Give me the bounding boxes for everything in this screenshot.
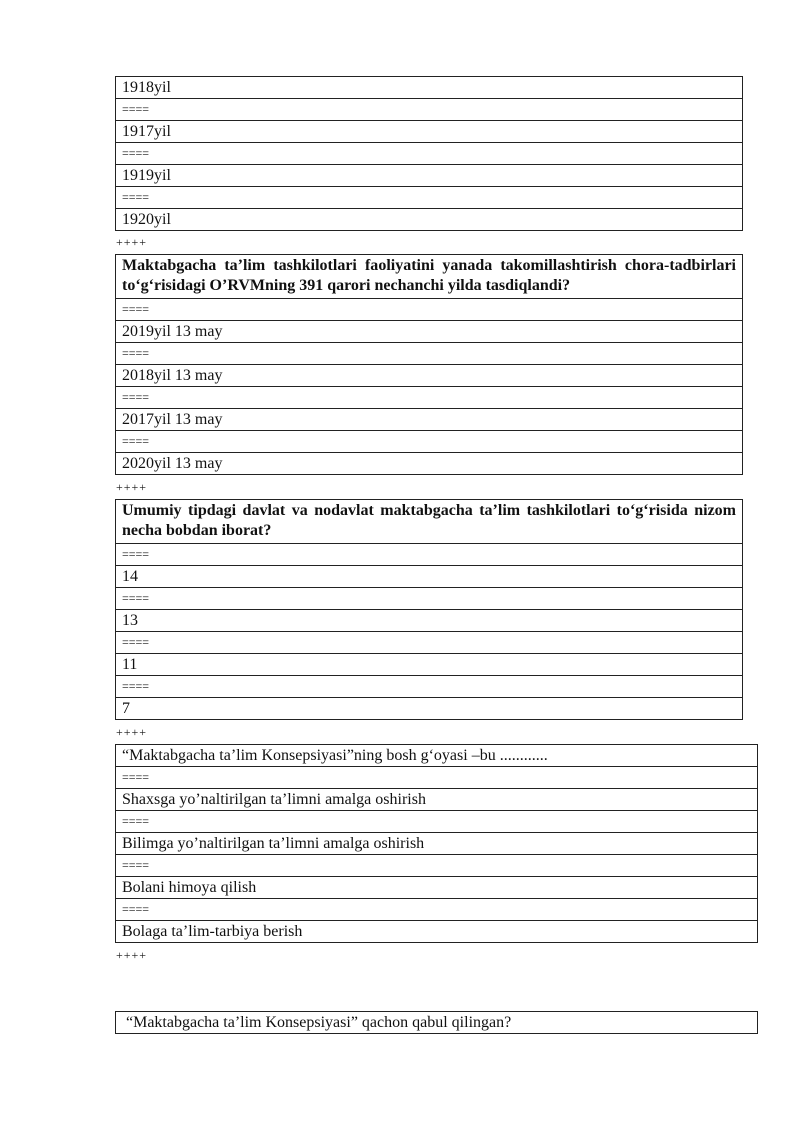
- question-separator: ++++: [116, 235, 148, 249]
- answer-option: 2018yil 13 may: [116, 365, 743, 387]
- answer-option: 11: [116, 654, 743, 676]
- question-block-5: [115, 1011, 758, 1034]
- question-block-1: [115, 76, 743, 231]
- answer-option: Bilimga yo’naltirilgan ta’limni amalga oshirish: [116, 833, 758, 855]
- option-separator: ====: [116, 811, 758, 833]
- answer-option: 1920yil: [116, 209, 743, 231]
- answer-option: 7: [116, 698, 743, 720]
- answer-option: 1919yil: [116, 165, 743, 187]
- option-separator: ====: [116, 676, 743, 698]
- question-table: [115, 499, 743, 720]
- question-separator: ++++: [116, 948, 148, 962]
- question-text: “Maktabgacha ta’lim Konsepsiyasi”ning bosh g‘oyasi –bu ............: [116, 745, 758, 767]
- answer-option: 2020yil 13 may: [116, 453, 743, 475]
- option-separator: ====: [116, 299, 743, 321]
- option-separator: ====: [116, 855, 758, 877]
- question-block-4: [115, 744, 758, 943]
- question-text: Maktabgacha ta’lim tashkilotlari faoliyatini yanada takomillashtirish chora-tadbirlari to‘g‘risidagi O’RVMning 391 qarori nechanchi yilda tasdiqlandi?: [116, 255, 743, 299]
- answer-option: 1918yil: [116, 77, 743, 99]
- answer-option: Bolaga ta’lim-tarbiya berish: [116, 921, 758, 943]
- answer-option: 14: [116, 566, 743, 588]
- option-separator: ====: [116, 143, 743, 165]
- question-block-2: [115, 254, 743, 475]
- answer-option: Bolani himoya qilish: [116, 877, 758, 899]
- question-table: [115, 1011, 758, 1034]
- question-text: Umumiy tipdagi davlat va nodavlat maktabgacha ta’lim tashkilotlari to‘g‘risida nizom necha bobdan iborat?: [116, 500, 743, 544]
- option-separator: ====: [116, 588, 743, 610]
- option-separator: ====: [116, 544, 743, 566]
- question-table: [115, 254, 743, 475]
- question-separator: ++++: [116, 725, 148, 739]
- answer-option: 1917yil: [116, 121, 743, 143]
- question-text: “Maktabgacha ta’lim Konsepsiyasi” qachon qabul qilingan?: [116, 1012, 758, 1034]
- option-separator: ====: [116, 187, 743, 209]
- question-block-3: [115, 499, 743, 720]
- answer-option: 13: [116, 610, 743, 632]
- answer-option: 2019yil 13 may: [116, 321, 743, 343]
- question-table: [115, 744, 758, 943]
- option-separator: ====: [116, 387, 743, 409]
- answer-table: [115, 76, 743, 231]
- answer-option: Shaxsga yo’naltirilgan ta’limni amalga oshirish: [116, 789, 758, 811]
- question-separator: ++++: [116, 480, 148, 494]
- answer-option: 2017yil 13 may: [116, 409, 743, 431]
- option-separator: ====: [116, 431, 743, 453]
- option-separator: ====: [116, 99, 743, 121]
- option-separator: ====: [116, 767, 758, 789]
- option-separator: ====: [116, 343, 743, 365]
- option-separator: ====: [116, 899, 758, 921]
- option-separator: ====: [116, 632, 743, 654]
